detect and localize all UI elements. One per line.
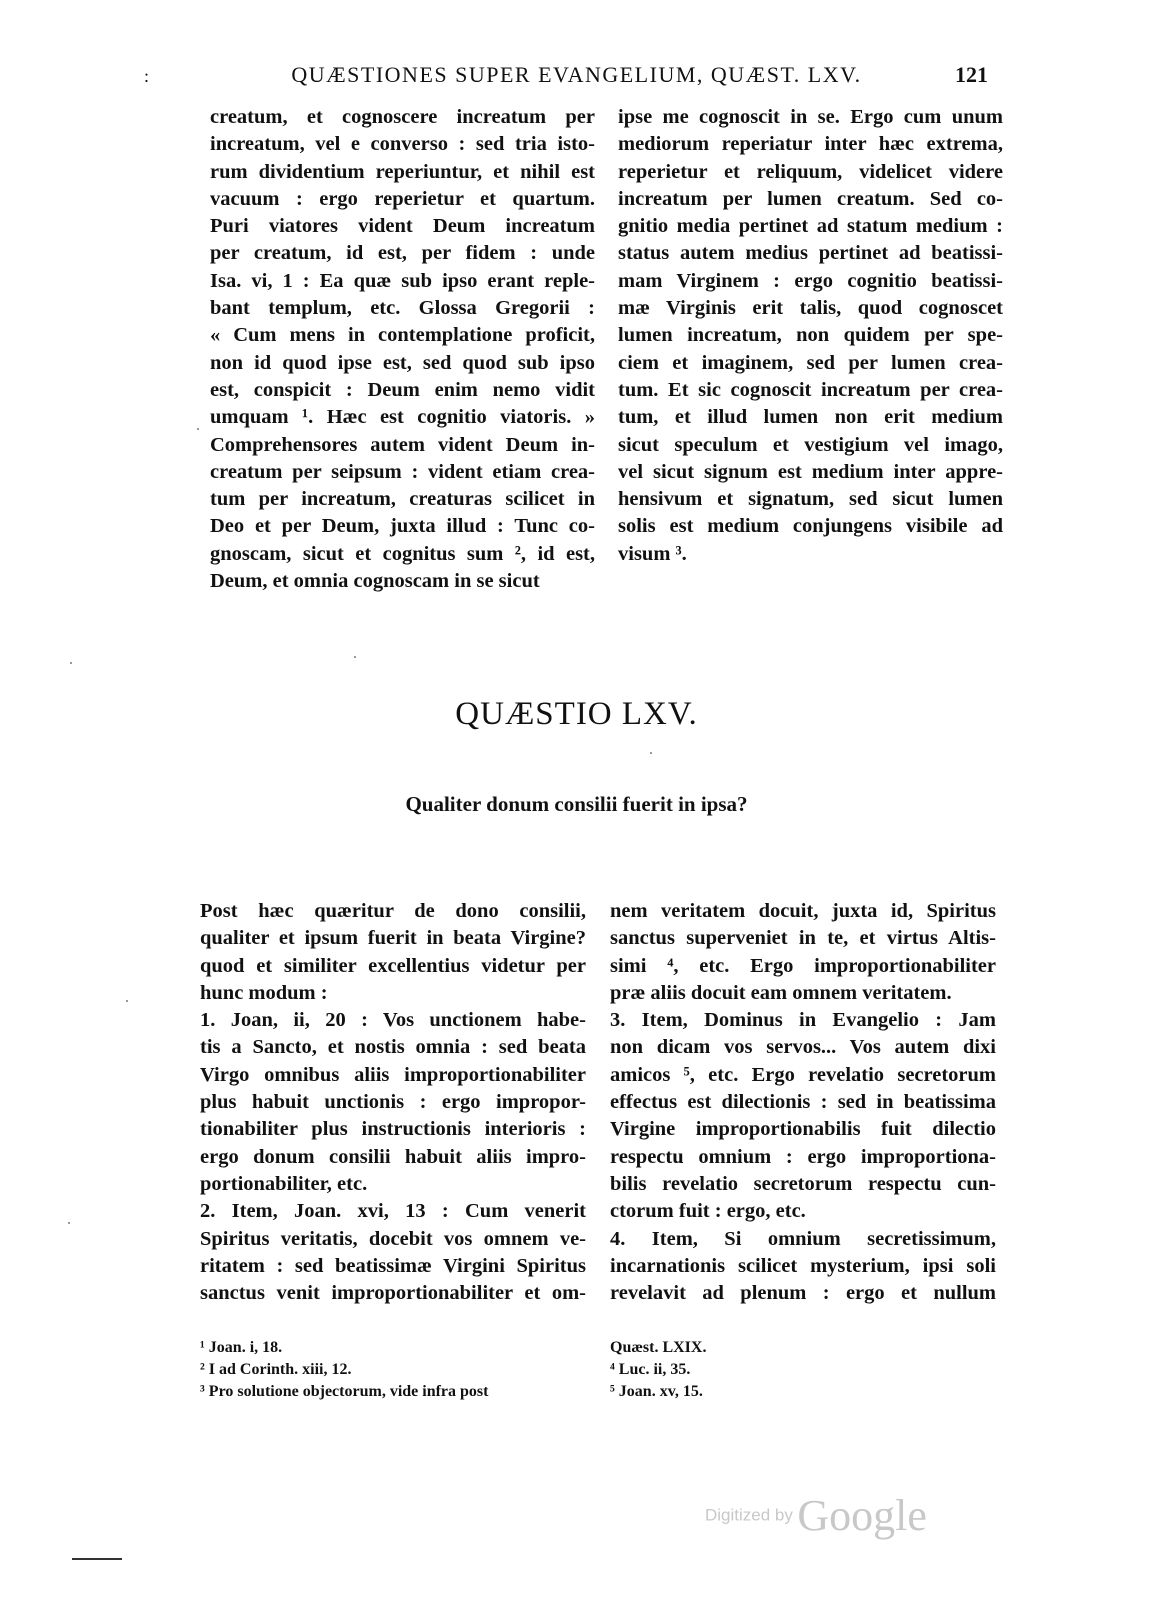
text-line: Spiritus veritatis, docebit vos omnem ve-: [200, 1227, 586, 1250]
question-subtitle: Qualiter donum consilii fuerit in ipsa?: [405, 792, 748, 816]
text-line: Deum, et omnia cognoscam in se sicut: [210, 570, 540, 593]
text-line: sanctus venit improportionabiliter et om-: [200, 1282, 586, 1305]
text-line: sicut speculum et vestigium vel imago,: [618, 433, 1003, 456]
speck: [68, 1222, 70, 1224]
bottom-left-column: [200, 898, 586, 1307]
text-line: tum. Et sic cognoscit increatum per crea-: [618, 378, 1003, 401]
text-line: 4. Item, Si omnium secretissimum,: [610, 1227, 996, 1250]
text-line: ritatem : sed beatissimæ Virgini Spiritus: [200, 1254, 586, 1277]
text-line: « Cum mens in contemplatione proficit,: [210, 324, 595, 347]
text-line: hensivum et signatum, sed sicut lumen: [618, 488, 1003, 511]
text-line: qualiter et ipsum fuerit in beata Virgine?: [200, 927, 586, 950]
text-line: respectu omnium : ergo improportiona-: [610, 1145, 996, 1168]
text-line: ⁴ Luc. ii, 35.: [610, 1361, 691, 1378]
text-line: portionabiliter, etc.: [200, 1172, 368, 1195]
text-line: revelavit ad plenum : ergo et nullum: [610, 1282, 996, 1305]
speck: [126, 1000, 128, 1002]
page-number: 121: [955, 62, 988, 87]
text-line: est, conspicit : Deum enim nemo vidit: [210, 378, 595, 401]
text-line: 2. Item, Joan. xvi, 13 : Cum venerit: [200, 1200, 586, 1223]
text-line: plus habuit unctionis : ergo impropor-: [200, 1091, 586, 1114]
text-line: Virgo omnibus aliis improportionabiliter: [200, 1063, 586, 1086]
digitized-watermark: [705, 1490, 927, 1541]
text-line: mæ Virginis erit talis, quod cognoscet: [618, 297, 1003, 320]
text-line: vel sicut signum est medium inter appre-: [618, 460, 1003, 483]
text-line: Deo et per Deum, juxta illud : Tunc co-: [210, 515, 595, 538]
text-line: ctorum fuit : ergo, etc.: [610, 1200, 806, 1223]
text-line: effectus est dilectionis : sed in beatissima: [610, 1091, 996, 1114]
bottom-right-column: [610, 898, 996, 1307]
top-right-column: [618, 104, 1003, 568]
text-line: lumen increatum, non quidem per spe-: [618, 324, 1003, 347]
text-line: tis a Sancto, et nostis omnia : sed beata: [200, 1036, 586, 1059]
text-line: ergo donum consilii habuit aliis impro-: [200, 1145, 586, 1168]
digitized-prefix: Digitized by: [705, 1505, 793, 1525]
question-title: QUÆSTIO LXV.: [455, 696, 698, 732]
text-line: gnitio media pertinet ad statum medium :: [618, 215, 1003, 238]
text-line: Quæst. LXIX.: [610, 1339, 707, 1356]
text-line: tum per increatum, creaturas scilicet in: [210, 488, 595, 511]
speck: [70, 662, 72, 664]
text-line: ⁵ Joan. xv, 15.: [610, 1383, 703, 1400]
text-line: creatum, et cognoscere increatum per: [210, 106, 595, 128]
text-line: ipse me cognoscit in se. Ergo cum unum: [618, 106, 1003, 128]
text-line: non id quod ipse est, sed quod sub ipso: [210, 351, 595, 374]
text-line: Isa. vi, 1 : Ea quæ sub ipso erant reple-: [210, 269, 595, 292]
text-line: ³ Pro solutione objectorum, vide infra post: [200, 1383, 489, 1400]
text-line: per creatum, id est, per fidem : unde: [210, 242, 595, 265]
text-line: bilis revelatio secretorum respectu cun-: [610, 1172, 996, 1195]
speck: [197, 428, 199, 430]
footnotes-right: [610, 1337, 1000, 1403]
text-line: incarnationis scilicet mysterium, ipsi soli: [610, 1254, 996, 1277]
text-line: præ aliis docuit eam omnem veritatem.: [610, 981, 952, 1004]
footer-rule: [72, 1558, 122, 1560]
speck: [650, 752, 652, 754]
text-line: amicos ⁵, etc. Ergo revelatio secretorum: [610, 1063, 996, 1086]
top-left-column: [210, 104, 595, 595]
text-line: non dicam vos servos... Vos autem dixi: [610, 1036, 996, 1059]
text-line: mediorum reperiatur inter hæc extrema,: [618, 133, 1003, 156]
text-line: Post hæc quæritur de dono consilii,: [200, 900, 586, 922]
text-line: ciem et imaginem, sed per lumen crea-: [618, 351, 1003, 374]
text-line: vacuum : ergo reperietur et quartum.: [210, 187, 595, 210]
text-line: solis est medium conjungens visibile ad: [618, 515, 1003, 538]
text-line: visum ³.: [618, 542, 687, 565]
google-logo: Google: [797, 1491, 927, 1540]
text-line: increatum per lumen creatum. Sed co-: [618, 187, 1003, 210]
text-line: rum dividentium reperiuntur, et nihil est: [210, 160, 595, 183]
text-line: umquam ¹. Hæc est cognitio viatoris. »: [210, 406, 595, 429]
text-line: simi ⁴, etc. Ergo improportionabiliter: [610, 954, 996, 977]
text-line: tum, et illud lumen non erit medium: [618, 406, 1003, 429]
text-line: 3. Item, Dominus in Evangelio : Jam: [610, 1009, 996, 1032]
text-line: increatum, vel e converso : sed tria isto-: [210, 133, 595, 156]
margin-mark: :: [144, 66, 150, 86]
running-title: QUÆSTIONES SUPER EVANGELIUM, QUÆST. LXV.: [291, 62, 862, 87]
text-line: nem veritatem docuit, juxta id, Spiritus: [610, 900, 996, 922]
text-line: hunc modum :: [200, 981, 328, 1004]
text-line: ¹ Joan. i, 18.: [200, 1339, 283, 1356]
text-line: sanctus superveniet in te, et virtus Altis-: [610, 927, 996, 950]
text-line: status autem medius pertinet ad beatissi-: [618, 242, 1003, 265]
speck: [354, 656, 356, 658]
text-line: mam Virginem : ergo cognitio beatissi-: [618, 269, 1003, 292]
text-line: Puri viatores vident Deum increatum: [210, 215, 595, 238]
text-line: tionabiliter plus instructionis interioris :: [200, 1118, 586, 1141]
text-line: quod et similiter excellentius videtur per: [200, 954, 586, 977]
text-line: creatum per seipsum : vident etiam crea-: [210, 460, 595, 483]
text-line: Virgine improportionabilis fuit dilectio: [610, 1118, 996, 1141]
text-line: 1. Joan, ii, 20 : Vos unctionem habe-: [200, 1009, 586, 1032]
text-line: gnoscam, sicut et cognitus sum ², id est,: [210, 542, 595, 565]
text-line: ² I ad Corinth. xiii, 12.: [200, 1361, 352, 1378]
text-line: bant templum, etc. Glossa Gregorii :: [210, 297, 595, 320]
text-line: Comprehensores autem vident Deum in-: [210, 433, 595, 456]
footnotes-left: [200, 1337, 590, 1403]
text-line: reperietur et reliquum, videlicet videre: [618, 160, 1003, 183]
